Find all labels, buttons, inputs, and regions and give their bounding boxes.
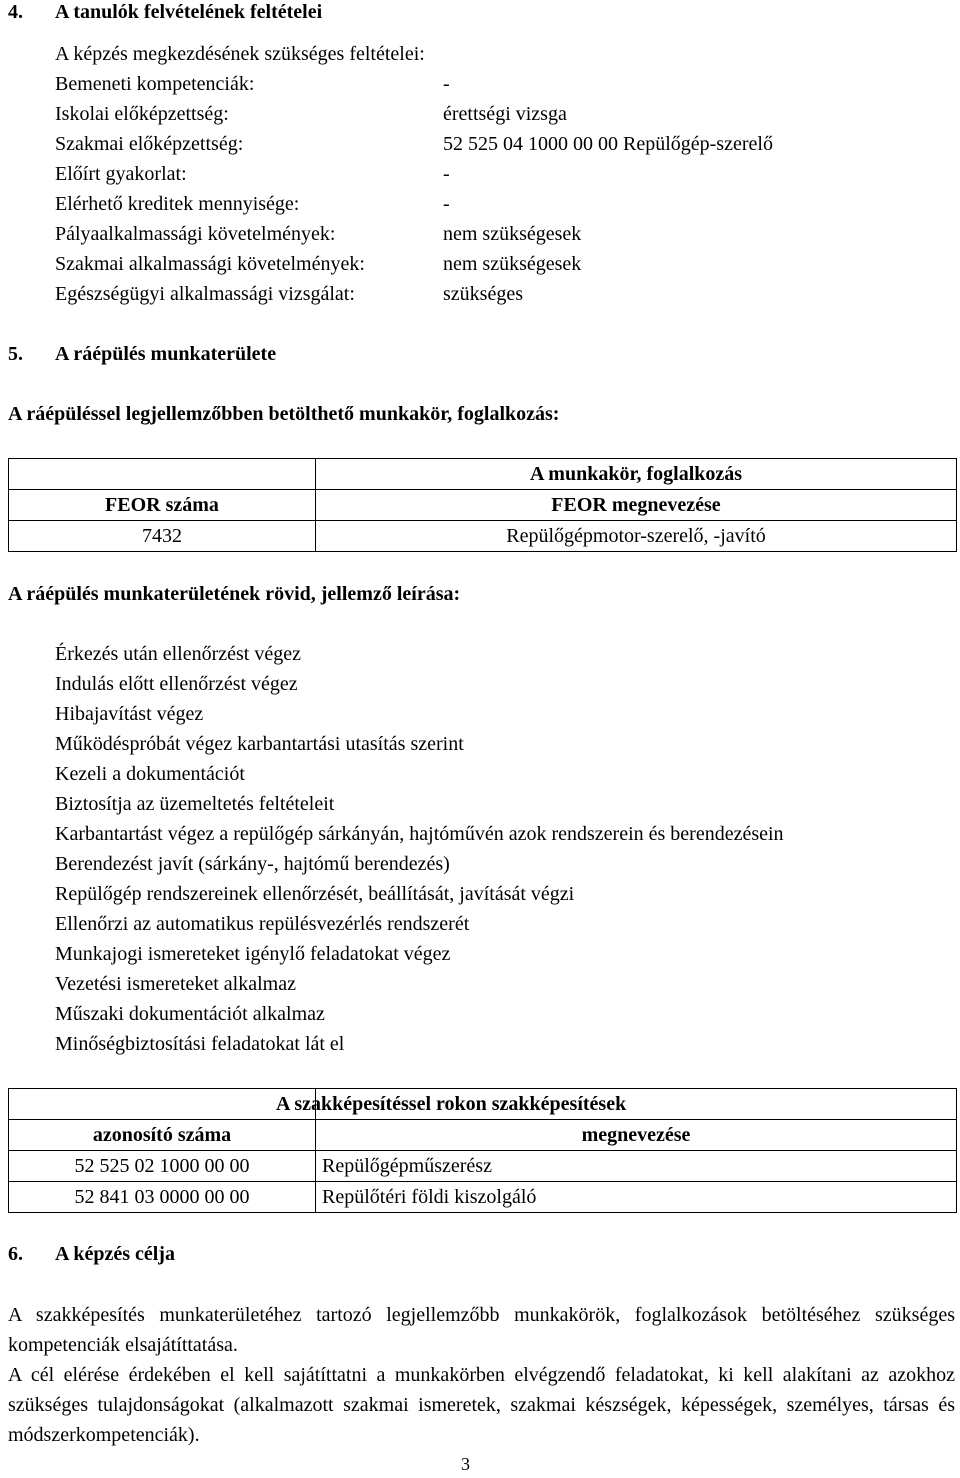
req-label: Bemeneti kompetenciák: <box>55 73 255 95</box>
table-cell <box>9 1089 316 1120</box>
table-row <box>9 1120 957 1151</box>
req-label: Előírt gyakorlat: <box>55 163 187 185</box>
req-value: - <box>443 73 450 95</box>
req-value: szükséges <box>443 283 523 305</box>
req-label: Pályaalkalmassági követelmények: <box>55 223 336 245</box>
list-item: Minőségbiztosítási feladatokat lát el <box>55 1033 345 1055</box>
section5-subtitle: A ráépüléssel legjellemzőbben betölthető munkakör, foglalkozás: <box>8 403 560 425</box>
related-qualifications-table <box>8 1088 957 1213</box>
feor-table-header: A munkakör, foglalkozás <box>316 459 957 490</box>
table-row <box>9 490 957 521</box>
req-value: nem szükségesek <box>443 253 582 275</box>
list-item: Ellenőrzi az automatikus repülésvezérlés rendszerét <box>55 913 470 935</box>
related-col1-header: azonosító száma <box>9 1120 316 1151</box>
list-item: Hibajavítást végez <box>55 703 204 725</box>
list-item: Munkajogi ismereteket igénylő feladatokat végez <box>55 943 451 965</box>
feor-name-cell: Repülőgépmotor-szerelő, -javító <box>316 521 957 552</box>
list-item: Indulás előtt ellenőrzést végez <box>55 673 298 695</box>
req-value: - <box>443 193 450 215</box>
page-number: 3 <box>461 1454 470 1474</box>
feor-col1-header: FEOR száma <box>9 490 316 521</box>
section6-number: 6. <box>8 1243 23 1265</box>
req-label: Szakmai előképzettség: <box>55 133 244 155</box>
related-name-cell: Repülőgépműszerész <box>316 1151 957 1182</box>
section5-title: A ráépülés munkaterülete <box>55 343 277 365</box>
req-label: Elérhető kreditek mennyisége: <box>55 193 300 215</box>
list-item: Berendezést javít (sárkány-, hajtómű berendezés) <box>55 853 450 875</box>
section4-number: 4. <box>8 1 23 23</box>
req-value: - <box>443 163 450 185</box>
feor-code-cell: 7432 <box>9 521 316 552</box>
table-row <box>9 459 957 490</box>
req-value: 52 525 04 1000 00 00 Repülőgép-szerelő <box>443 133 773 155</box>
related-col2-header: megnevezése <box>316 1120 957 1151</box>
list-item: Műszaki dokumentációt alkalmaz <box>55 1003 325 1025</box>
req-label: Szakmai alkalmassági követelmények: <box>55 253 365 275</box>
related-code-cell: 52 841 03 0000 00 00 <box>9 1182 316 1213</box>
related-name-cell: Repülőtéri földi kiszolgáló <box>316 1182 957 1213</box>
req-value: nem szükségesek <box>443 223 582 245</box>
table-row <box>9 521 957 552</box>
table-row <box>9 1089 957 1120</box>
section4-title: A tanulók felvételének feltételei <box>55 1 323 23</box>
section6-paragraph-1: A szakképesítés munkaterületéhez tartozó legjellemzőbb munkakörök, foglalkozások betöltéséhez szükséges kompetenciák elsajátíttatása. <box>8 1304 955 1356</box>
list-item: Érkezés után ellenőrzést végez <box>55 643 301 665</box>
list-item: Biztosítja az üzemeltetés feltételeit <box>55 793 335 815</box>
table-row <box>9 1182 957 1213</box>
req-label: Egészségügyi alkalmassági vizsgálat: <box>55 283 355 305</box>
section6-title: A képzés célja <box>55 1243 175 1265</box>
section6-paragraph-2: A cél elérése érdekében el kell sajátíttatni a munkakörben elvégzendő feladatokat, ki kell alakítani az azokhoz szükséges tulajdonságokat (alkalmazott szakmai ismeretek, szakmai készségek, képességek, személyes, társas és módszerkompetenciák). <box>8 1364 955 1446</box>
list-item: Működéspróbát végez karbantartási utasítás szerint <box>55 733 464 755</box>
table-cell <box>9 459 316 490</box>
related-table-header <box>276 1089 957 1120</box>
list-item: Vezetési ismereteket alkalmaz <box>55 973 296 995</box>
feor-col2-header: FEOR megnevezése <box>316 490 957 521</box>
section4-intro: A képzés megkezdésének szükséges feltételei: <box>55 43 425 65</box>
list-item: Repülőgép rendszereinek ellenőrzését, beállítását, javítását végzi <box>55 883 575 905</box>
list-item: Karbantartást végez a repülőgép sárkányán, hajtóművén azok rendszerein és berendezésein <box>55 823 784 845</box>
feor-table <box>8 458 957 552</box>
section5-number: 5. <box>8 343 23 365</box>
related-table-header-text: A szakképesítéssel rokon szakképesítések <box>276 1093 627 1115</box>
list-item: Kezeli a dokumentációt <box>55 763 245 785</box>
related-code-cell: 52 525 02 1000 00 00 <box>9 1151 316 1182</box>
req-value: érettségi vizsga <box>443 103 567 125</box>
table-row <box>9 1151 957 1182</box>
req-label: Iskolai előképzettség: <box>55 103 229 125</box>
desc-title: A ráépülés munkaterületének rövid, jellemző leírása: <box>8 583 461 605</box>
